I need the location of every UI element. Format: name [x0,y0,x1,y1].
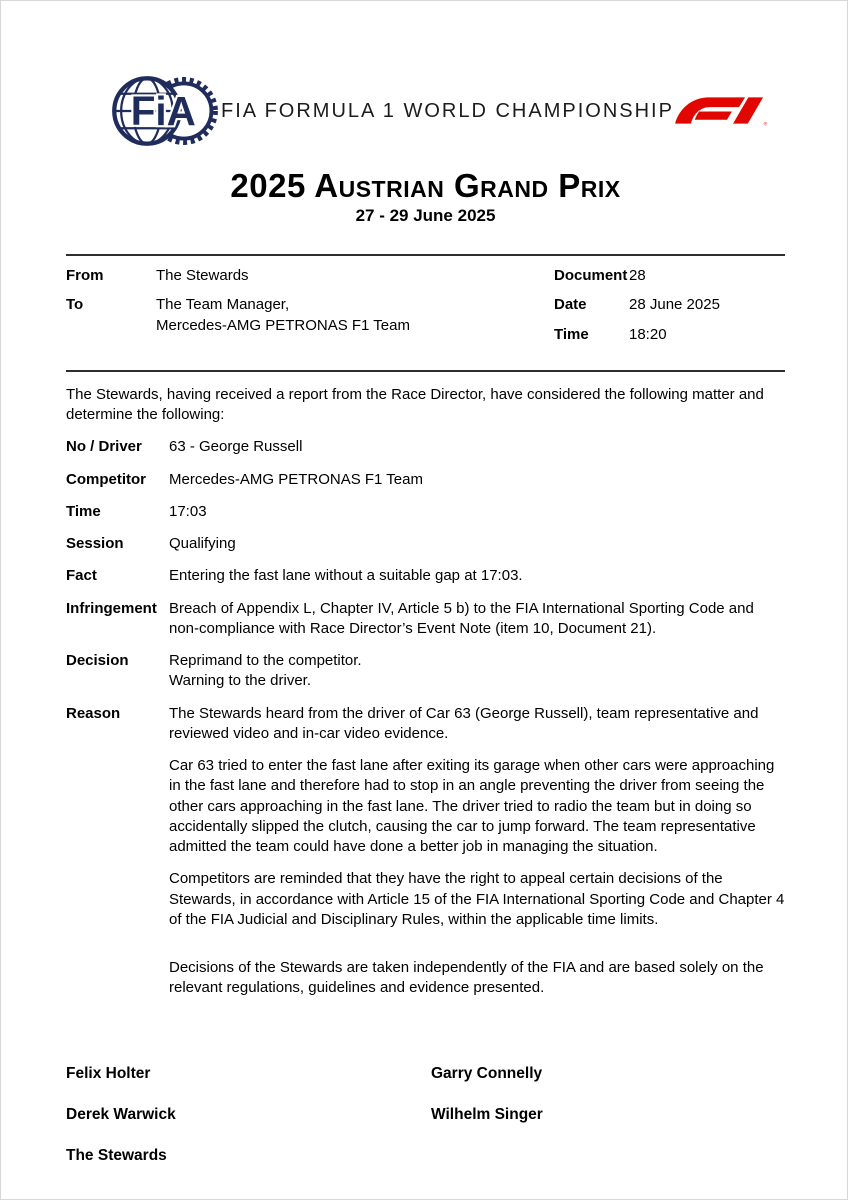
driver-label: No / Driver [66,438,142,456]
driver-value: 63 - George Russell [169,438,303,456]
signature-footer: The Stewards [66,1146,167,1164]
meta-row-date [554,295,785,315]
meta-row-to [66,295,554,336]
to-value-line2: Mercedes-AMG PETRONAS F1 Team [156,316,410,334]
incident-time-value: 17:03 [169,502,207,520]
from-label: From [66,267,104,284]
time-label: Time [554,325,589,343]
signature-row-2 [66,1106,785,1124]
document-value: 28 [629,267,646,284]
time-value: 18:20 [629,325,667,343]
event-title: 2025 Austrian Grand Prix [230,167,621,204]
meta-right-column [554,266,785,354]
to-label: To [66,296,84,314]
intro-paragraph: The Stewards, having received a report from the Race Director, have considered the following matter and determine the following: [66,385,764,423]
registered-mark: ® [763,122,768,128]
meta-row-time [554,325,785,345]
document-header [66,67,785,155]
field-row-time [66,502,785,522]
svg-text:FiA: FiA [130,87,196,134]
signature-felix-holter: Felix Holter [66,1064,151,1082]
competitor-label: Competitor [66,470,146,488]
reason-paragraph-1: The Stewards heard from the driver of Car 63 (George Russell), team representative and reviewed video and in-car video evidence. [169,704,759,742]
signatures-section [66,1065,785,1165]
f1-logo-icon [674,90,768,132]
reason-value [169,704,785,999]
reason-paragraph-4: Decisions of the Stewards are taken independently of the FIA and are based solely on the relevant regulations, guidelines and evidence presented. [169,959,764,997]
decision-fields [66,437,785,998]
field-row-decision [66,651,785,692]
date-value: 28 June 2025 [629,296,720,314]
signature-derek-warwick: Derek Warwick [66,1105,176,1123]
field-row-competitor [66,470,785,490]
fia-logo-icon [109,68,221,154]
field-row-session [66,534,785,554]
reason-label: Reason [66,704,121,722]
decision-label: Decision [66,652,129,669]
to-value [156,295,410,336]
decision-value [169,651,785,692]
infringement-value: Breach of Appendix L, Chapter IV, Article 5 b) to the FIA International Sporting Code and non-compliance with Race Director’s Event Note (item 10, Document 21). [169,599,754,637]
decision-line1: Reprimand to the competitor. [169,652,362,669]
signature-garry-connelly: Garry Connelly [431,1064,543,1082]
field-row-fact [66,566,785,586]
document-label: Document [554,267,628,284]
reason-paragraph-3: Competitors are reminded that they have the right to appeal certain decisions of the Stewards, in accordance with Article 15 of the FIA International Sporting Code and Chapter 4 of the FIA Judicial and Disciplinary Rules, within the applicable time limits. [169,870,785,928]
from-value: The Stewards [156,267,249,284]
reason-paragraph-2: Car 63 tried to enter the fast lane after exiting its garage when other cars were approaching in the fast lane and therefore had to stop in an angle preventing the driver from seeing the other cars approaching in the fast lane. The driver tried to radio the team but in doing so accidentally slipped the clutch, causing the car to jump forward. The team representative admitted the team could have done a better job in managing the situation. [169,757,775,855]
session-value: Qualifying [169,535,236,552]
meta-row-from [66,266,554,286]
signature-wilhelm-singer: Wilhelm Singer [431,1105,543,1123]
date-label: Date [554,296,587,314]
infringement-label: Infringement [66,599,157,617]
field-row-driver [66,437,785,457]
fact-value: Entering the fast lane without a suitable gap at 17:03. [169,567,523,585]
incident-time-label: Time [66,502,101,520]
event-dates: 27 - 29 June 2025 [355,206,496,225]
championship-title: FIA FORMULA 1 WORLD CHAMPIONSHIP [221,99,674,122]
meta-row-document [554,266,785,286]
session-label: Session [66,535,124,552]
field-row-reason [66,704,785,999]
field-row-infringement [66,599,785,640]
to-value-line1: The Team Manager, [156,296,290,314]
fact-label: Fact [66,567,97,585]
signature-row-1 [66,1065,785,1083]
decision-line2: Warning to the driver. [169,672,312,690]
meta-left-column [66,266,554,354]
meta-table [66,254,785,372]
competitor-value: Mercedes-AMG PETRONAS F1 Team [169,470,423,488]
